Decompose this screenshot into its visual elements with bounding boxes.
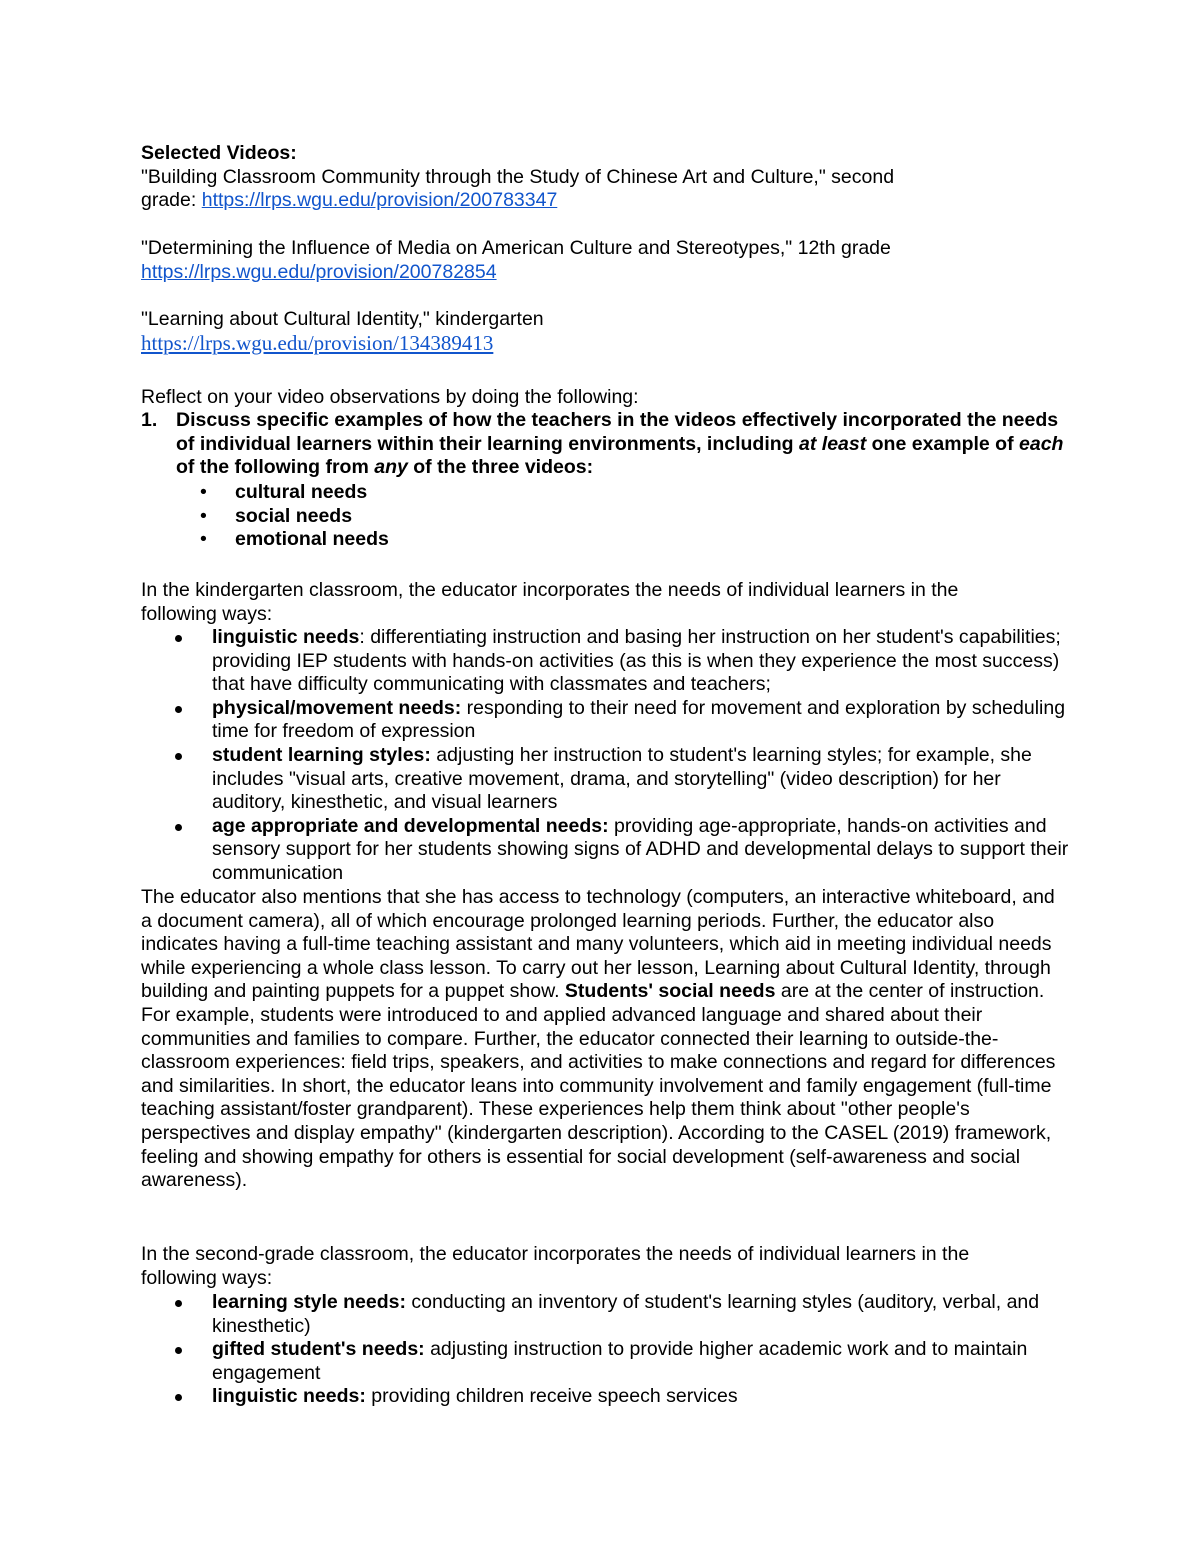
item-text: : differentiating instruction and basing her instruction on her student's capabilities; providing IEP students with hands-on activities (as this is when they experience the most success) that have difficulty communicating with classmates and teachers; — [212, 626, 1061, 696]
item-text: responding to their need for movement and exploration by scheduling time for freedom of expression — [212, 696, 1066, 743]
video-3-title: "Learning about Cultural Identity," kindergarten — [141, 308, 544, 330]
item-label: age appropriate and developmental needs: — [212, 814, 609, 837]
question-text-part3: of the following from — [176, 456, 375, 479]
video-2-block — [141, 237, 1071, 284]
bullet-icon — [175, 824, 182, 831]
kindergarten-paragraph — [141, 886, 1071, 1193]
item-label: gifted student's needs: — [212, 1338, 425, 1361]
item-label: linguistic needs: — [212, 1385, 366, 1408]
question-text-part4: of the three videos: — [407, 456, 594, 479]
video-1-link[interactable]: https://lrps.wgu.edu/provision/200783347 — [201, 189, 558, 212]
video-3-block — [141, 308, 1071, 356]
question-number: 1. — [141, 409, 158, 431]
selected-videos-block — [141, 142, 1071, 213]
paragraph-emphasis: Students' social needs — [564, 980, 776, 1003]
question-text-part1: Discuss specific examples of how the teachers in the videos effectively incorporated the needs of individual learners within their learning environments, including — [176, 409, 1059, 455]
bullet-icon — [175, 1347, 182, 1354]
paragraph-text-b: are at the center of instruction. For example, students were introduced to and applied advanced language and shared about their communities and families to compare. Further, the educator connected their learning to outside-the-classroom experiences: field trips, speakers, and activities to make connections and regard for differences and similarities. In short, the educator leans into community involvement and family engagement (full-time teaching assistant/foster grandparent). These experiences help them think about "other people's perspectives and display empathy" (kindergarten description). According to the CASEL (2019) framework, feeling and showing empathy for others is essential for social development (self-awareness and social awareness). — [141, 980, 1056, 1192]
item-text: adjusting instruction to provide higher academic work and to maintain engagement — [212, 1338, 1028, 1384]
second-grade-needs-list — [175, 1291, 1075, 1409]
kindergarten-item-learning-styles — [175, 744, 1075, 815]
video-1-grade: grade: — [141, 189, 202, 212]
bullet-icon — [175, 1394, 182, 1401]
second-grade-item-learning-style — [175, 1291, 1075, 1338]
item-label: student learning styles: — [212, 743, 431, 766]
question-1 — [141, 409, 1071, 480]
video-1-title: "Building Classroom Community through the Study of Chinese Art and Culture," second — [141, 165, 895, 188]
item-label: learning style needs: — [212, 1291, 406, 1313]
item-text: conducting an inventory of student's learning styles (auditory, verbal, and kinesthetic) — [212, 1291, 1040, 1337]
item-label: physical/movement needs: — [212, 696, 462, 719]
kindergarten-item-physical — [175, 697, 1075, 744]
bullet-icon — [175, 706, 182, 713]
question-emphasis-each: each — [1019, 432, 1064, 455]
question-emphasis-any: any — [374, 456, 408, 479]
video-3-link[interactable]: https://lrps.wgu.edu/provision/134389413 — [141, 330, 494, 355]
second-grade-item-linguistic — [175, 1385, 1075, 1409]
paragraph-text-a: The educator also mentions that she has access to technology (computers, an interactive whiteboard, and a document camera), all of which encourage prolonged learning periods. Further, the educator also indicates having a full-time teaching assistant and many volunteers, which aid in meeting individual needs while experiencing a whole class lesson. To carry out her lesson, Learning about Cultural Identity, through building and painting puppets for a puppet show. — [141, 886, 1055, 1003]
item-text: adjusting her instruction to student's learning styles; for example, she includes "visual arts, creative movement, drama, and storytelling" (video description) for her auditory, kinesthetic, and visual learners — [212, 743, 1032, 814]
needs-item-social: • social needs — [200, 505, 600, 529]
bullet-icon — [175, 635, 182, 642]
reflect-intro: Reflect on your video observations by doing the following: — [141, 386, 639, 408]
bullet-icon — [175, 753, 182, 760]
needs-item-cultural: • cultural needs — [200, 481, 600, 505]
kindergarten-intro: In the kindergarten classroom, the educator incorporates the needs of individual learners in the following ways: — [141, 579, 959, 625]
second-grade-intro: In the second-grade classroom, the educator incorporates the needs of individual learners in the following ways: — [141, 1243, 970, 1289]
item-text: providing age-appropriate, hands-on activities and sensory support for her students showing signs of ADHD and developmental delays to support their communication — [212, 814, 1069, 884]
video-2-title: "Determining the Influence of Media on American Culture and Stereotypes," 12th grade — [141, 237, 891, 259]
kindergarten-item-linguistic — [175, 626, 1075, 697]
kindergarten-needs-list — [175, 626, 1075, 886]
video-2-link[interactable]: https://lrps.wgu.edu/provision/200782854 — [141, 260, 497, 283]
selected-videos-heading: Selected Videos: — [141, 142, 297, 164]
item-label: linguistic needs — [212, 626, 360, 648]
question-text — [176, 409, 1071, 480]
needs-list — [200, 481, 600, 552]
bullet-icon — [175, 1300, 182, 1307]
second-grade-item-gifted — [175, 1338, 1075, 1385]
question-emphasis-at-least: at least — [799, 432, 867, 455]
question-text-part2: one example of — [866, 432, 1020, 455]
kindergarten-item-developmental — [175, 815, 1075, 886]
needs-item-emotional: • emotional needs — [200, 528, 600, 552]
item-text: providing children receive speech services — [365, 1385, 738, 1408]
